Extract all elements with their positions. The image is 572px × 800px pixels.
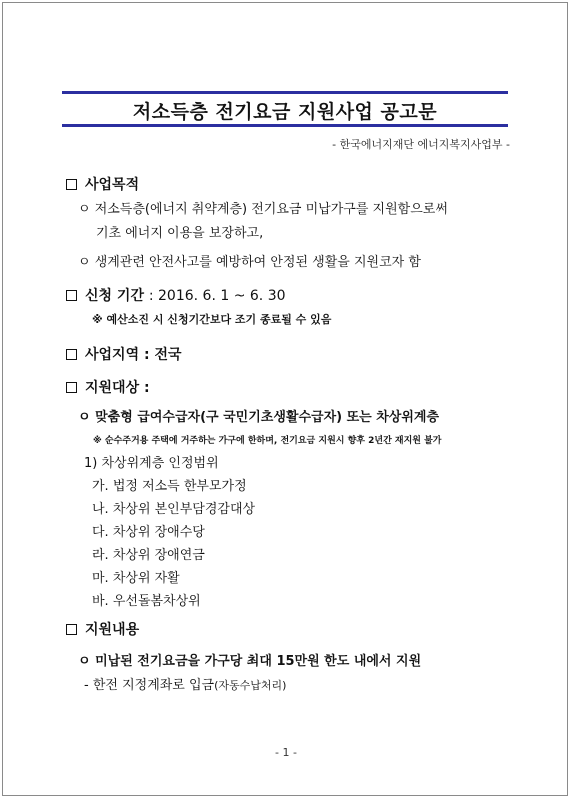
checkbox-square-icon (66, 179, 77, 190)
content-detail: - 한전 지정계좌로 입금(자동수납처리) (84, 678, 287, 693)
section-purpose-heading: 사업목적 (66, 174, 139, 194)
target-item: 가. 법정 저소득 한부모가정 (92, 479, 247, 494)
target-item: 바. 우선돌봄차상위 (92, 594, 201, 609)
content-detail-paren: (자동수납처리) (214, 679, 287, 692)
purpose-bullet-1-cont: 기초 에너지 이용을 보장하고, (96, 226, 264, 241)
section-target-heading: 지원대상 : (66, 377, 150, 397)
period-note: ※ 예산소진 시 신청기간보다 조기 종료될 수 있음 (92, 313, 332, 326)
section-content-heading: 지원내용 (66, 619, 139, 639)
target-note: ※ 순수주거용 주택에 거주하는 가구에 한하며, 전기요금 지원시 향후 2년간 재지원 불가 (93, 436, 442, 446)
purpose-bullet-1: ㅇ 저소득층(에너지 취약계층) 전기요금 미납가구를 지원함으로써 (78, 202, 448, 217)
content-bullet: ㅇ 미납된 전기요금을 가구당 최대 15만원 한도 내에서 지원 (78, 654, 422, 669)
section-region-heading: 사업지역 : 전국 (66, 344, 182, 364)
target-item: 마. 차상위 자활 (92, 571, 180, 586)
region-value: : 전국 (143, 347, 182, 363)
section-period-heading: 신청 기간 : 2016. 6. 1 ~ 6. 30 (66, 285, 286, 305)
title-bottom-rule (62, 124, 508, 127)
organization-label: - 한국에너지재단 에너지복지사업부 - (332, 138, 510, 151)
title-top-rule (62, 91, 508, 94)
checkbox-square-icon (66, 624, 77, 635)
target-item: 다. 차상위 장애수당 (92, 525, 205, 540)
target-item: 나. 차상위 본인부담경감대상 (92, 502, 256, 517)
target-sub-heading: 1) 차상위계층 인정범위 (84, 456, 219, 471)
period-value: : 2016. 6. 1 ~ 6. 30 (148, 288, 286, 304)
page-title: 저소득층 전기요금 지원사업 공고문 (132, 101, 438, 123)
purpose-bullet-2: ㅇ 생계관련 안전사고를 예방하여 안정된 생활을 지원코자 함 (78, 255, 421, 270)
page-number: - 1 - (275, 746, 297, 759)
target-item: 라. 차상위 장애연금 (92, 548, 205, 563)
checkbox-square-icon (66, 349, 77, 360)
checkbox-square-icon (66, 382, 77, 393)
checkbox-square-icon (66, 290, 77, 301)
target-bullet: ㅇ 맞춤형 급여수급자(구 국민기초생활수급자) 또는 차상위계층 (78, 410, 440, 425)
